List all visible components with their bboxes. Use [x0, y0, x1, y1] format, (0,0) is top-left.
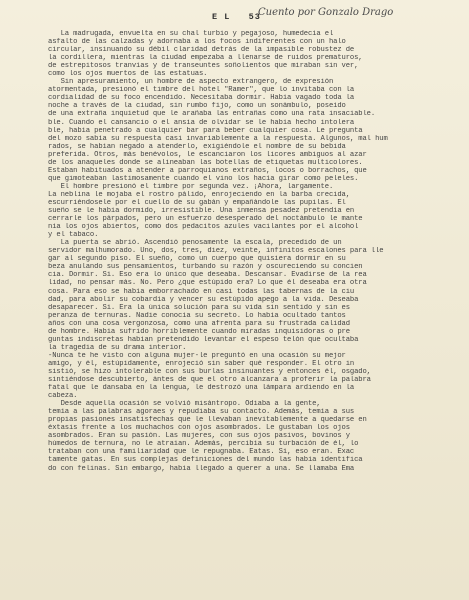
text-line: como los ojos muertos de las estatuas.	[48, 70, 208, 79]
text-line: de estrepitosos tranvías y de transeuntes soñolientos que miraban sin ver,	[48, 62, 359, 71]
page-header	[212, 7, 463, 27]
text-line: ble. Cuando el cansancio o el ansia de olvidar se le había hecho intolera	[48, 118, 355, 127]
text-line: de hombre. Había sufrido horriblemente cuando miradas inquisidoras o pre	[48, 327, 350, 336]
text-line: gar al segundo piso. El sueño, como un cuerpo que quisiera dormir en su	[48, 255, 346, 264]
text-line: -Nunca te he visto con alguna mujer-le preguntó en una ocasión su mejor	[48, 351, 346, 360]
text-line: la cordillera, mientras la ciudad empezaba a llenarse de ruidos prematuros,	[48, 54, 363, 63]
text-line: La madrugada, envuelta en su chal turbio y pegajoso, humedecía el	[48, 30, 334, 38]
text-line: éxtasis frente a los muchachos con ojos asombrados. Le gustaban los ojos	[48, 424, 350, 433]
handwritten-annotation: Cuento por Gonzalo Drago	[258, 7, 394, 18]
text-line: húmedos de ternura, no le atraían. Además, percibía su turbación de él, lo	[48, 440, 359, 449]
text-line: cerrarle los párpados, pero un esfuerzo desesperado del noctámbulo le mante	[48, 215, 363, 224]
text-line: asfalto de las calzadas y adornaba a los focos indiferentes con un halo	[48, 38, 346, 47]
text-line: Sin apresuramiento, un hombre de aspecto extrangero, de expresión	[48, 78, 334, 87]
text-line: La neblina le mojaba el rostro pálido, enrojeciendo en la barba crecida,	[48, 190, 350, 199]
text-line: do con felinas. Sin embargo, había llegado a querer a una. Se llamaba Ema	[48, 464, 355, 473]
text-line: El hombre presionó el timbre por segunda vez. ¡Ahora, largamente.	[48, 182, 334, 191]
text-line: guntas indiscretas habían pretendido levantar el espeso telón que ocultaba	[48, 335, 359, 344]
text-line: rados, se habían negado a atenderlo, exigiéndole el nombre de su bebida	[48, 142, 346, 151]
text-line: La puerta se abrió. Ascendió penosamente la escala, precedido de un	[48, 239, 342, 248]
text-line: noche a través de la ciudad, sin rumbo fijo, como un sonámbulo, poseído	[48, 102, 346, 111]
text-line: de los anaqueles donde se alineaban las botellas de etiquetas multicolores.	[48, 158, 363, 167]
text-line: ble, había penetrado a cualquier bar para beber cualquier cosa. Le pregunta	[48, 126, 363, 135]
text-line: nía los ojos abiertos, como dos pedacitos azules vacilantes por el alcohol	[48, 223, 359, 232]
text-line: cia. Dormir. Sí. Eso era lo único que deseaba. Descansar. Evadirse de la rea	[48, 271, 367, 280]
text-line: del mozo sabía su respuesta casi invariablemente a la respuesta. Algunos, mal hum	[48, 134, 388, 143]
text-line: cosa. Para eso se había emborrachado en casi todas las tabernas de la ciu	[48, 287, 355, 296]
text-line: de una extraña inquietud que le arañaba las entrañas como una rata insaciable.	[48, 110, 376, 119]
text-line: que gimoteaban lastimosamente cuando el vino los hacía girar como peleles.	[48, 174, 359, 183]
text-line: tamente gatas. En sus complejas definiciones del mundo las había identifica	[48, 456, 363, 465]
text-line: lidad, no pensar más. No. Pero ¿que estúpido era? Lo que él deseaba era otra	[48, 279, 367, 288]
text-line: sueño se le había dormido, irresistible. Una inmensa pesadez pretendía en	[48, 207, 355, 216]
page-number: E L 53	[212, 12, 261, 22]
text-line: trataban con una familiaridad que le repugnaba. Eatas. Sí, eso eran. Exac	[48, 448, 355, 457]
text-line: beza anulando sus pensamientos, turbando su razón y oscureciendo su concien	[48, 263, 363, 272]
text-line: Desde aquella ocasión se volvió misántropo. Odiaba a la gente,	[48, 400, 321, 409]
text-line: cordialidad de su foco encendido. Necesitaba dormir. Había vagado toda la	[48, 94, 355, 103]
text-line: años con una cosa vergonzosa, como una afrenta para su frustrada calidad	[48, 319, 350, 328]
text-line: propias pasiones insatisfechas que le llevaban inevitablemente a quedarse en	[48, 416, 367, 425]
text-line: la tragedia de su drama interior.	[48, 343, 187, 352]
story-body	[48, 30, 460, 473]
text-line: sintiéndose descubierto, ántes de que el otro alcanzara a proferir la palabra	[48, 376, 371, 385]
text-line: fatal que le dansaba en la lengua, le destrozó una lámpara ardiendo en la	[48, 384, 355, 393]
text-line: dad, para abolir su cobardía y vencer su estúpido apego a la vida. Deseaba	[48, 295, 359, 304]
text-line: y el tabaco.	[48, 231, 99, 240]
text-line: Estaban habituados a atender a parroquianos extraños, locos o borrachos, que	[48, 166, 367, 175]
text-line: circular, insinuando su débil claridad detrás de la impasible robustez de	[48, 46, 355, 55]
text-line: desaparecer. Sí. Era la única solución para su vida sin sentido y sin es	[48, 303, 350, 312]
text-line: sistió, se hizo intolerable con sus burlas insinuantes y entonces él, osgado,	[48, 367, 371, 376]
text-line: temía a las palabras agoraes y repudiaba su contacto. Además, temía a sus	[48, 408, 355, 417]
text-line: servidor malhumorado. Uno, dos, tres, diez, veinte, infinitos escalones para lle	[48, 247, 384, 256]
text-line: preferida. Otros, más benévolos, le escanciaron los licores ambiguos al azar	[48, 150, 367, 159]
text-line: escurriéndosele por el cuello de su gabán y empañándole las pupilas. El	[48, 198, 346, 207]
text-line: atormentada, presionó el timbre del hotel "Ramer", que lo invitaba con la	[48, 86, 355, 95]
text-line: asombrados. Eran su pasión. Las mujeres, con sus ojos pasivos, bovinos y	[48, 432, 350, 441]
text-line: amigo, y él, estúpidamente, enrojeció sin saber qué responder. El otro in	[48, 359, 355, 368]
text-line: cabeza.	[48, 392, 78, 401]
text-line: peranza de ternuras. Nadie conocía su secreto. Lo había ocultado tantos	[48, 311, 346, 320]
